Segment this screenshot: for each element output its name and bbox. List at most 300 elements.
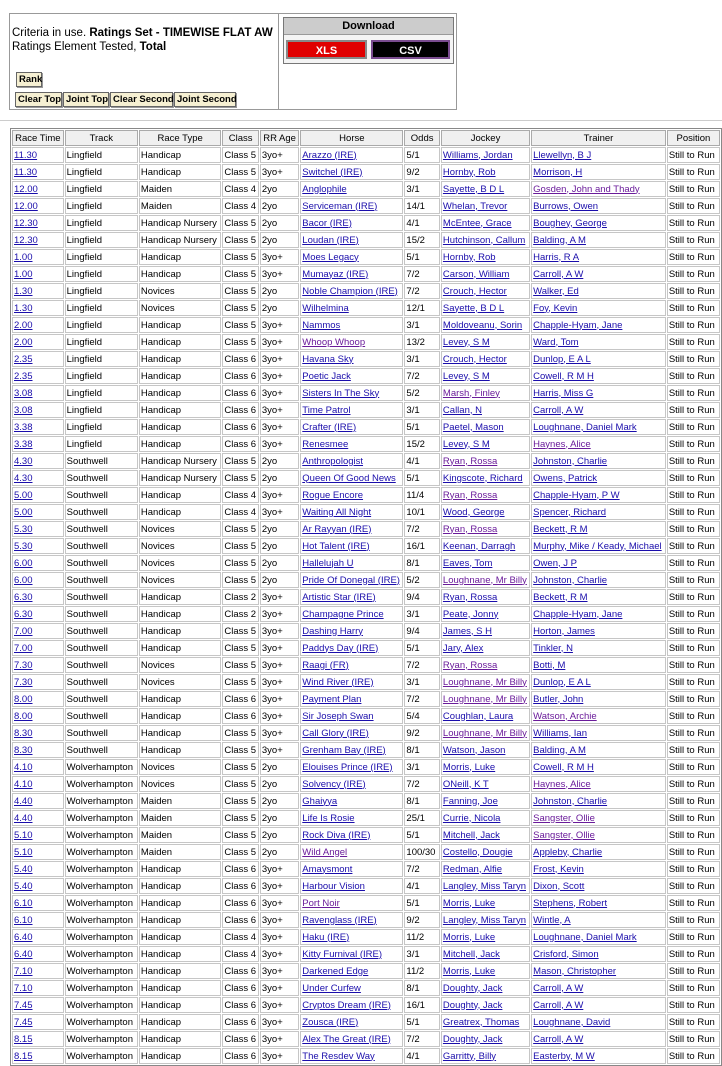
horse-link[interactable]: Haku (IRE): [302, 931, 350, 943]
race-time-link[interactable]: 1.00: [14, 268, 33, 280]
jockey-link[interactable]: Jary, Alex: [442, 642, 484, 654]
trainer-link[interactable]: Loughnane, David: [533, 1016, 611, 1028]
trainer-cell: [531, 1031, 666, 1047]
trainer-link[interactable]: Chapple-Hyam, Jane: [533, 608, 623, 620]
table-row: [12, 895, 720, 911]
jockey-link[interactable]: Currie, Nicola: [442, 812, 501, 824]
race-time-link[interactable]: 2.00: [14, 336, 33, 348]
jockey-link[interactable]: Coughlan, Laura: [442, 710, 514, 722]
race-time-link[interactable]: 6.10: [14, 914, 33, 926]
race-time-link[interactable]: 3.08: [14, 404, 33, 416]
horse-link[interactable]: Rogue Encore: [302, 489, 364, 501]
race-time-link[interactable]: 8.15: [14, 1033, 33, 1045]
trainer-link[interactable]: Morrison, H: [533, 166, 583, 178]
jockey-link[interactable]: Crouch, Hector: [442, 285, 507, 297]
trainer-link[interactable]: Harris, Miss G: [533, 387, 594, 399]
class-cell: Class 5: [222, 334, 259, 350]
col-position[interactable]: Position: [667, 130, 720, 146]
jockey-link[interactable]: Doughty, Jack: [442, 1033, 503, 1045]
horse-link[interactable]: Renesmee: [302, 438, 349, 450]
horse-link[interactable]: Ghaiyya: [302, 795, 338, 807]
odds-cell: 5/2: [404, 385, 440, 401]
horse-link[interactable]: Grenham Bay (IRE): [302, 744, 386, 756]
jockey-link[interactable]: Marsh, Finley: [442, 387, 500, 399]
jockey-link[interactable]: Langley, Miss Taryn: [442, 914, 526, 926]
jockey-link[interactable]: Levey, S M: [442, 370, 490, 382]
trainer-link[interactable]: Boughey, George: [533, 217, 607, 229]
jockey-link[interactable]: McEntee, Grace: [442, 217, 512, 229]
jockey-link[interactable]: Watson, Jason: [442, 744, 506, 756]
horse-link[interactable]: Solvency (IRE): [302, 778, 366, 790]
trainer-link[interactable]: Johnston, Charlie: [533, 795, 608, 807]
horse-link[interactable]: Noble Champion (IRE): [302, 285, 398, 297]
age-cell: 3yo+: [260, 691, 299, 707]
horse-cell: [300, 1014, 403, 1030]
horse-link[interactable]: Darkened Edge: [302, 965, 369, 977]
race-time-link[interactable]: 5.10: [14, 846, 33, 858]
jockey-link[interactable]: Hutchinson, Callum: [442, 234, 526, 246]
race-time-link[interactable]: 8.30: [14, 744, 33, 756]
race-time-cell: [12, 895, 64, 911]
race-time-link[interactable]: 11.30: [14, 149, 38, 161]
col-rr-age[interactable]: RR Age: [260, 130, 299, 146]
class-cell: Class 5: [222, 147, 259, 163]
race-time-link[interactable]: 2.00: [14, 319, 33, 331]
trainer-link[interactable]: Dunlop, E A L: [533, 676, 591, 688]
race-type-cell: Handicap: [139, 691, 222, 707]
horse-cell: [300, 351, 403, 367]
horse-link[interactable]: Amaysmont: [302, 863, 353, 875]
race-time-cell: [12, 963, 64, 979]
col-trainer[interactable]: Trainer: [531, 130, 666, 146]
table-row: [12, 1014, 720, 1030]
trainer-link[interactable]: Ward, Tom: [533, 336, 579, 348]
horse-link[interactable]: Mumayaz (IRE): [302, 268, 369, 280]
race-time-link[interactable]: 5.00: [14, 506, 33, 518]
horse-link[interactable]: Paddys Day (IRE): [302, 642, 379, 654]
trainer-link[interactable]: Crisford, Simon: [533, 948, 599, 960]
table-row: [12, 164, 720, 180]
jockey-link[interactable]: Sayette, B D L: [442, 183, 505, 195]
trainer-link[interactable]: Frost, Kevin: [533, 863, 584, 875]
trainer-link[interactable]: Sangster, Ollie: [533, 829, 595, 841]
race-time-link[interactable]: 6.10: [14, 897, 33, 909]
trainer-cell: [531, 453, 666, 469]
jockey-link[interactable]: Hornby, Rob: [442, 251, 496, 263]
race-time-link[interactable]: 5.40: [14, 863, 33, 875]
jockey-link[interactable]: Fanning, Joe: [442, 795, 498, 807]
trainer-link[interactable]: Wintle, A: [533, 914, 571, 926]
horse-link[interactable]: Ar Rayyan (IRE): [302, 523, 372, 535]
trainer-link[interactable]: Botti, M: [533, 659, 566, 671]
trainer-link[interactable]: Owen, J P: [533, 557, 577, 569]
trainer-link[interactable]: Cowell, R M H: [533, 370, 594, 382]
xls-download-button[interactable]: XLS: [286, 40, 367, 59]
table-row: [12, 861, 720, 877]
race-time-link[interactable]: 4.10: [14, 778, 33, 790]
horse-link[interactable]: Payment Plan: [302, 693, 362, 705]
position-cell: Still to Run: [667, 232, 720, 248]
trainer-link[interactable]: Beckett, R M: [533, 591, 588, 603]
trainer-link[interactable]: Butler, John: [533, 693, 584, 705]
trainer-cell: [531, 793, 666, 809]
trainer-link[interactable]: Haynes, Alice: [533, 778, 591, 790]
col-horse[interactable]: Horse: [300, 130, 403, 146]
track-cell: Lingfield: [65, 436, 138, 452]
horse-link[interactable]: Crafter (IRE): [302, 421, 357, 433]
odds-cell: 9/2: [404, 725, 440, 741]
clear-second-button[interactable]: Clear Second: [110, 92, 173, 107]
jockey-cell: [441, 793, 530, 809]
position-cell: Still to Run: [667, 334, 720, 350]
race-time-link[interactable]: 8.15: [14, 1050, 33, 1062]
jockey-link[interactable]: Hornby, Rob: [442, 166, 496, 178]
horse-link[interactable]: Whoop Whoop: [302, 336, 366, 348]
jockey-link[interactable]: Ryan, Rossa: [442, 455, 498, 467]
jockey-link[interactable]: Morris, Luke: [442, 897, 496, 909]
jockey-link[interactable]: Loughnane, Mr Billy: [442, 727, 527, 739]
trainer-link[interactable]: Easterby, M W: [533, 1050, 595, 1062]
race-time-cell: [12, 164, 64, 180]
race-time-link[interactable]: 3.08: [14, 387, 33, 399]
age-cell: 3yo+: [260, 385, 299, 401]
horse-link[interactable]: Moes Legacy: [302, 251, 359, 263]
jockey-cell: [441, 759, 530, 775]
jockey-link[interactable]: Loughnane, Mr Billy: [442, 574, 527, 586]
horse-link[interactable]: Hallelujah U: [302, 557, 354, 569]
jockey-link[interactable]: Morris, Luke: [442, 931, 496, 943]
jockey-link[interactable]: Eaves, Tom: [442, 557, 493, 569]
trainer-link[interactable]: Mason, Christopher: [533, 965, 617, 977]
race-time-link[interactable]: 8.30: [14, 727, 33, 739]
jockey-link[interactable]: Kingscote, Richard: [442, 472, 523, 484]
odds-cell: 5/1: [404, 249, 440, 265]
trainer-link[interactable]: Balding, A M: [533, 744, 586, 756]
jockey-link[interactable]: Levey, S M: [442, 438, 490, 450]
trainer-link[interactable]: Owens, Patrick: [533, 472, 598, 484]
jockey-link[interactable]: Paetel, Mason: [442, 421, 504, 433]
trainer-link[interactable]: Johnston, Charlie: [533, 455, 608, 467]
trainer-link[interactable]: Murphy, Mike / Keady, Michael: [533, 540, 662, 552]
horse-cell: [300, 232, 403, 248]
race-time-cell: [12, 997, 64, 1013]
trainer-link[interactable]: Llewellyn, B J: [533, 149, 592, 161]
horse-link[interactable]: Havana Sky: [302, 353, 354, 365]
col-track[interactable]: Track: [65, 130, 138, 146]
horse-link[interactable]: Dashing Harry: [302, 625, 363, 637]
trainer-cell: [531, 283, 666, 299]
horse-link[interactable]: Artistic Star (IRE): [302, 591, 376, 603]
trainer-link[interactable]: Loughnane, Daniel Mark: [533, 931, 637, 943]
trainer-link[interactable]: Foy, Kevin: [533, 302, 578, 314]
trainer-link[interactable]: Chapple-Hyam, P W: [533, 489, 620, 501]
age-cell: 3yo+: [260, 504, 299, 520]
csv-download-button[interactable]: CSV: [371, 40, 450, 59]
jockey-link[interactable]: Loughnane, Mr Billy: [442, 693, 527, 705]
odds-cell: 4/1: [404, 878, 440, 894]
race-time-link[interactable]: 5.10: [14, 829, 33, 841]
jockey-link[interactable]: Peate, Jonny: [442, 608, 499, 620]
trainer-link[interactable]: Haynes, Alice: [533, 438, 591, 450]
col-jockey[interactable]: Jockey: [441, 130, 530, 146]
trainer-link[interactable]: Carroll, A W: [533, 404, 584, 416]
trainer-link[interactable]: Dixon, Scott: [533, 880, 585, 892]
race-time-link[interactable]: 7.45: [14, 999, 33, 1011]
race-time-link[interactable]: 5.40: [14, 880, 33, 892]
race-time-link[interactable]: 7.30: [14, 659, 33, 671]
race-time-link[interactable]: 7.00: [14, 625, 33, 637]
position-cell: Still to Run: [667, 470, 720, 486]
race-time-cell: [12, 606, 64, 622]
col-odds[interactable]: Odds: [404, 130, 440, 146]
clear-top-button[interactable]: Clear Top: [15, 92, 62, 107]
jockey-link[interactable]: Crouch, Hector: [442, 353, 507, 365]
race-time-link[interactable]: 7.45: [14, 1016, 33, 1028]
class-cell: Class 4: [222, 929, 259, 945]
track-cell: Wolverhampton: [65, 946, 138, 962]
jockey-link[interactable]: Mitchell, Jack: [442, 829, 500, 841]
race-time-link[interactable]: 4.40: [14, 812, 33, 824]
race-time-link[interactable]: 3.38: [14, 421, 33, 433]
rank-button[interactable]: Rank: [16, 72, 42, 87]
race-time-link[interactable]: 8.00: [14, 693, 33, 705]
horse-link[interactable]: Bacor (IRE): [302, 217, 352, 229]
jockey-link[interactable]: Redman, Alfie: [442, 863, 503, 875]
race-time-link[interactable]: 7.10: [14, 965, 33, 977]
jockey-link[interactable]: Callan, N: [442, 404, 482, 416]
trainer-link[interactable]: Gosden, John and Thady: [533, 183, 640, 195]
jockey-link[interactable]: Ryan, Rossa: [442, 591, 498, 603]
col-race-type[interactable]: Race Type: [139, 130, 222, 146]
age-cell: 3yo+: [260, 640, 299, 656]
table-row: [12, 232, 720, 248]
track-cell: Lingfield: [65, 164, 138, 180]
trainer-link[interactable]: Horton, James: [533, 625, 595, 637]
trainer-link[interactable]: Tinkler, N: [533, 642, 573, 654]
jockey-link[interactable]: Morris, Luke: [442, 761, 496, 773]
race-time-link[interactable]: 12.30: [14, 217, 38, 229]
race-time-link[interactable]: 7.10: [14, 982, 33, 994]
horse-link[interactable]: Time Patrol: [302, 404, 351, 416]
horse-link[interactable]: Wild Angel: [302, 846, 348, 858]
position-cell: Still to Run: [667, 997, 720, 1013]
race-time-link[interactable]: 4.40: [14, 795, 33, 807]
horse-link[interactable]: Port Noir: [302, 897, 340, 909]
jockey-cell: [441, 963, 530, 979]
race-time-link[interactable]: 4.10: [14, 761, 33, 773]
jockey-cell: [441, 470, 530, 486]
horse-link[interactable]: Sir Joseph Swan: [302, 710, 374, 722]
position-cell: Still to Run: [667, 572, 720, 588]
horse-link[interactable]: Wilhelmina: [302, 302, 349, 314]
jockey-link[interactable]: Garritty, Billy: [442, 1050, 497, 1062]
horse-link[interactable]: Switchel (IRE): [302, 166, 363, 178]
horse-link[interactable]: Champagne Prince: [302, 608, 384, 620]
track-cell: Southwell: [65, 725, 138, 741]
trainer-link[interactable]: Carroll, A W: [533, 268, 584, 280]
table-row: [12, 419, 720, 435]
horse-link[interactable]: Call Glory (IRE): [302, 727, 369, 739]
race-time-link[interactable]: 1.30: [14, 302, 33, 314]
horse-link[interactable]: Poetic Jack: [302, 370, 351, 382]
race-time-link[interactable]: 2.35: [14, 370, 33, 382]
criteria-element: Ratings Element Tested, Total: [12, 41, 167, 53]
race-time-link[interactable]: 6.30: [14, 608, 33, 620]
horse-link[interactable]: Pride Of Donegal (IRE): [302, 574, 400, 586]
race-type-cell: Novices: [139, 538, 222, 554]
horse-cell: [300, 980, 403, 996]
horse-link[interactable]: Kitty Furnival (IRE): [302, 948, 382, 960]
trainer-link[interactable]: Walker, Ed: [533, 285, 579, 297]
horse-link[interactable]: Anthropologist: [302, 455, 364, 467]
odds-cell: 11/2: [404, 929, 440, 945]
trainer-link[interactable]: Sangster, Ollie: [533, 812, 595, 824]
jockey-link[interactable]: ONeill, K T: [442, 778, 489, 790]
jockey-link[interactable]: Morris, Luke: [442, 965, 496, 977]
horse-link[interactable]: Sisters In The Sky: [302, 387, 380, 399]
horse-link[interactable]: Wind River (IRE): [302, 676, 374, 688]
race-time-link[interactable]: 12.00: [14, 183, 38, 195]
race-time-link[interactable]: 12.00: [14, 200, 38, 212]
race-time-link[interactable]: 6.30: [14, 591, 33, 603]
horse-link[interactable]: Alex The Great (IRE): [302, 1033, 391, 1045]
trainer-link[interactable]: Cowell, R M H: [533, 761, 594, 773]
trainer-link[interactable]: Harris, R A: [533, 251, 580, 263]
race-time-cell: [12, 249, 64, 265]
race-time-link[interactable]: 6.00: [14, 557, 33, 569]
race-time-link[interactable]: 6.40: [14, 948, 33, 960]
race-time-link[interactable]: 7.30: [14, 676, 33, 688]
jockey-link[interactable]: Doughty, Jack: [442, 982, 503, 994]
race-time-link[interactable]: 5.30: [14, 540, 33, 552]
horse-link[interactable]: Loudan (IRE): [302, 234, 359, 246]
trainer-link[interactable]: Watson, Archie: [533, 710, 597, 722]
jockey-link[interactable]: Carson, William: [442, 268, 510, 280]
race-time-link[interactable]: 6.40: [14, 931, 33, 943]
jockey-link[interactable]: Costello, Dougie: [442, 846, 513, 858]
horse-link[interactable]: Nammos: [302, 319, 341, 331]
jockey-link[interactable]: Ryan, Rossa: [442, 523, 498, 535]
race-time-link[interactable]: 1.30: [14, 285, 33, 297]
horse-link[interactable]: The Resdev Way: [302, 1050, 375, 1062]
joint-top-button[interactable]: Joint Top: [63, 92, 109, 107]
horse-link[interactable]: Ravenglass (IRE): [302, 914, 377, 926]
race-time-link[interactable]: 3.38: [14, 438, 33, 450]
trainer-link[interactable]: Carroll, A W: [533, 982, 584, 994]
race-time-link[interactable]: 11.30: [14, 166, 38, 178]
age-cell: 3yo+: [260, 589, 299, 605]
col-race-time[interactable]: Race Time: [12, 130, 64, 146]
trainer-link[interactable]: Balding, A M: [533, 234, 586, 246]
race-time-link[interactable]: 1.00: [14, 251, 33, 263]
trainer-link[interactable]: Dunlop, E A L: [533, 353, 591, 365]
jockey-link[interactable]: Sayette, B D L: [442, 302, 505, 314]
age-cell: 3yo+: [260, 1048, 299, 1064]
race-time-link[interactable]: 2.35: [14, 353, 33, 365]
trainer-link[interactable]: Chapple-Hyam, Jane: [533, 319, 623, 331]
race-type-cell: Handicap: [139, 742, 222, 758]
horse-link[interactable]: Harbour Vision: [302, 880, 365, 892]
age-cell: 3yo+: [260, 147, 299, 163]
age-cell: 3yo+: [260, 878, 299, 894]
jockey-link[interactable]: Moldoveanu, Sorin: [442, 319, 523, 331]
jockey-link[interactable]: Wood, George: [442, 506, 505, 518]
race-time-link[interactable]: 5.30: [14, 523, 33, 535]
joint-second-button[interactable]: Joint Second: [174, 92, 236, 107]
age-cell: 3yo+: [260, 963, 299, 979]
trainer-link[interactable]: Johnston, Charlie: [533, 574, 608, 586]
table-row: [12, 657, 720, 673]
race-time-link[interactable]: 5.00: [14, 489, 33, 501]
race-type-cell: Handicap: [139, 402, 222, 418]
horse-link[interactable]: Queen Of Good News: [302, 472, 396, 484]
race-time-link[interactable]: 7.00: [14, 642, 33, 654]
horse-link[interactable]: Elouises Prince (IRE): [302, 761, 393, 773]
trainer-cell: [531, 827, 666, 843]
odds-cell: 15/2: [404, 232, 440, 248]
trainer-link[interactable]: Williams, Ian: [533, 727, 587, 739]
jockey-link[interactable]: Levey, S M: [442, 336, 490, 348]
race-type-cell: Novices: [139, 776, 222, 792]
horse-link[interactable]: Serviceman (IRE): [302, 200, 378, 212]
jockey-link[interactable]: Greatrex, Thomas: [442, 1016, 520, 1028]
horse-link[interactable]: Hot Talent (IRE): [302, 540, 370, 552]
horse-link[interactable]: Life Is Rosie: [302, 812, 355, 824]
jockey-link[interactable]: Whelan, Trevor: [442, 200, 508, 212]
trainer-link[interactable]: Carroll, A W: [533, 1033, 584, 1045]
trainer-cell: [531, 504, 666, 520]
horse-link[interactable]: Under Curfew: [302, 982, 361, 994]
jockey-link[interactable]: Loughnane, Mr Billy: [442, 676, 527, 688]
trainer-link[interactable]: Carroll, A W: [533, 999, 584, 1011]
trainer-link[interactable]: Spencer, Richard: [533, 506, 607, 518]
horse-link[interactable]: Waiting All Night: [302, 506, 372, 518]
horse-link[interactable]: Arazzo (IRE): [302, 149, 357, 161]
col-class[interactable]: Class: [222, 130, 259, 146]
horse-link[interactable]: Zousca (IRE): [302, 1016, 359, 1028]
race-time-link[interactable]: 4.30: [14, 472, 33, 484]
jockey-link[interactable]: Doughty, Jack: [442, 999, 503, 1011]
trainer-link[interactable]: Loughnane, Daniel Mark: [533, 421, 637, 433]
trainer-link[interactable]: Beckett, R M: [533, 523, 588, 535]
track-cell: Southwell: [65, 589, 138, 605]
race-time-link[interactable]: 6.00: [14, 574, 33, 586]
trainer-link[interactable]: Stephens, Robert: [533, 897, 608, 909]
jockey-cell: [441, 249, 530, 265]
jockey-link[interactable]: Ryan, Rossa: [442, 659, 498, 671]
trainer-cell: [531, 674, 666, 690]
jockey-link[interactable]: Ryan, Rossa: [442, 489, 498, 501]
horse-link[interactable]: Rock Diva (IRE): [302, 829, 371, 841]
jockey-link[interactable]: Mitchell, Jack: [442, 948, 500, 960]
horse-link[interactable]: Anglophile: [302, 183, 347, 195]
jockey-link[interactable]: James, S H: [442, 625, 493, 637]
race-time-link[interactable]: 12.30: [14, 234, 38, 246]
jockey-link[interactable]: Williams, Jordan: [442, 149, 513, 161]
trainer-link[interactable]: Appleby, Charlie: [533, 846, 603, 858]
track-cell: Wolverhampton: [65, 810, 138, 826]
class-cell: Class 5: [222, 300, 259, 316]
race-time-link[interactable]: 4.30: [14, 455, 33, 467]
trainer-link[interactable]: Burrows, Owen: [533, 200, 599, 212]
jockey-link[interactable]: Langley, Miss Taryn: [442, 880, 526, 892]
horse-link[interactable]: Cryptos Dream (IRE): [302, 999, 391, 1011]
race-time-link[interactable]: 8.00: [14, 710, 33, 722]
horse-link[interactable]: Raagi (FR): [302, 659, 349, 671]
jockey-cell: [441, 198, 530, 214]
class-cell: Class 5: [222, 470, 259, 486]
jockey-link[interactable]: Keenan, Darragh: [442, 540, 516, 552]
